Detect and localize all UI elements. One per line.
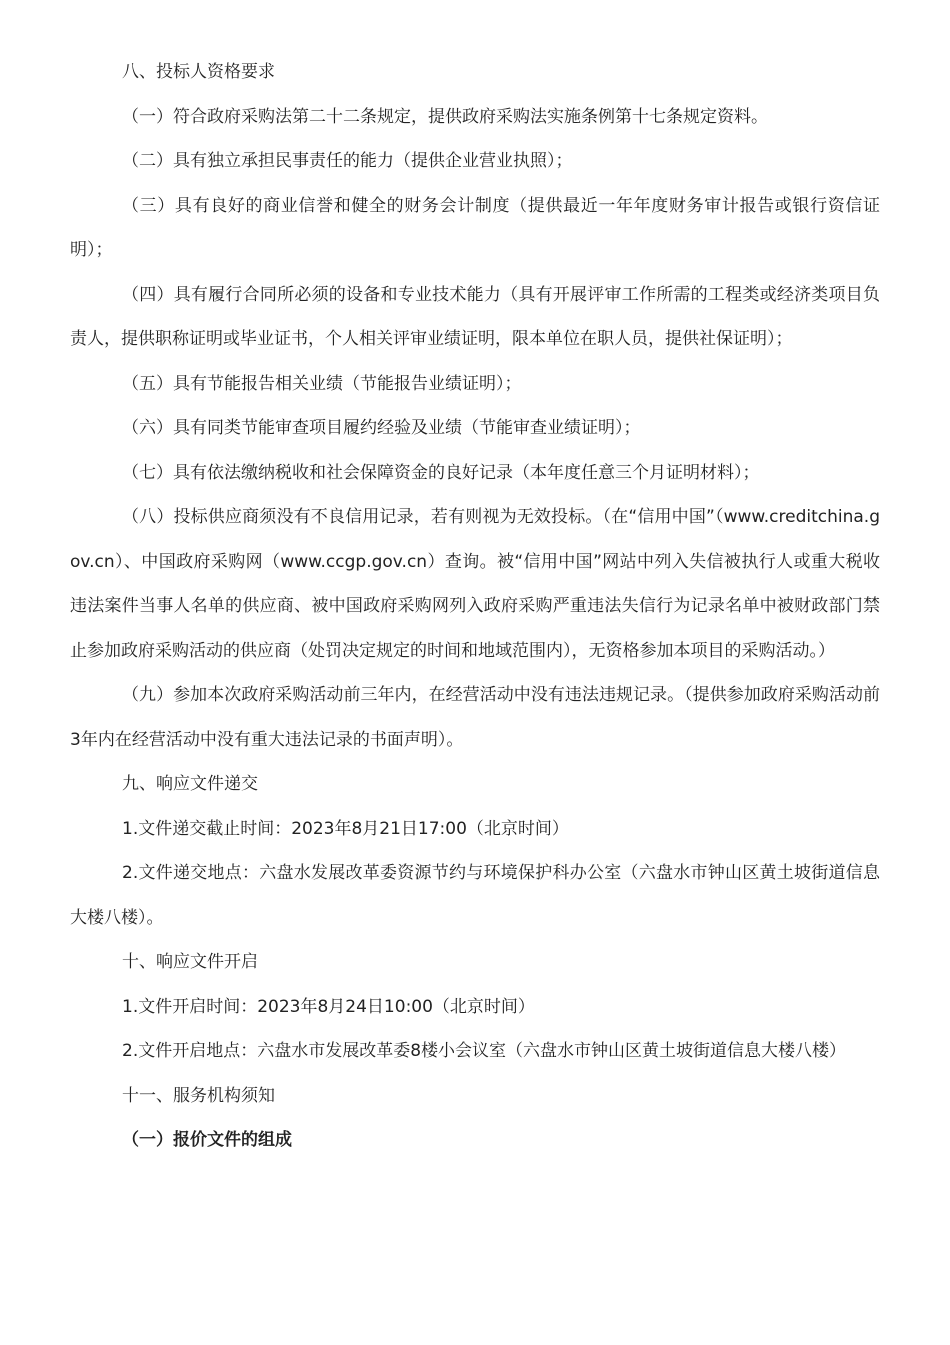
submission-location: 2.文件递交地点：六盘水发展改革委资源节约与环境保护科办公室（六盘水市钟山区黄土坡街道信息大楼八楼）。 — [70, 863, 880, 928]
opening-location: 2.文件开启地点：六盘水市发展改革委8楼小会议室（六盘水市钟山区黄土坡街道信息大楼八楼） — [122, 1041, 847, 1061]
qualification-item-2: （二）具有独立承担民事责任的能力（提供企业营业执照）； — [122, 151, 573, 171]
qualification-item-9: （九）参加本次政府采购活动前三年内，在经营活动中没有违法违规记录。（提供参加政府采购活动前3年内在经营活动中没有重大违法记录的书面声明）。 — [70, 685, 880, 750]
opening-time: 1.文件开启时间：2023年8月24日10:00（北京时间） — [122, 996, 535, 1017]
qualification-item-6: （六）具有同类节能审查项目履约经验及业绩（节能审查业绩证明）； — [122, 418, 641, 438]
section-11-subheading: （一）报价文件的组成 — [122, 1130, 292, 1150]
submission-deadline: 1.文件递交截止时间：2023年8月21日17:00（北京时间） — [122, 818, 569, 839]
section-9-heading: 九、响应文件递交 — [122, 774, 258, 794]
qualification-item-8: （八）投标供应商须没有不良信用记录，若有则视为无效投标。（在“信用中国”（www.creditchina.gov.cn）、中国政府采购网（www.ccgp.gov.cn）查询。被“信用中国”网站中列入失信被执行人或重大税收违法案件当事人名单的供应商、被中国政府采购网列入政府采购严重违法失信行为记录名单中被财政部门禁止参加政府采购活动的供应商（处罚决定规定的时间和地域范围内），无资格参加本项目的采购活动。） — [70, 507, 880, 661]
qualification-item-3: （三）具有良好的商业信誉和健全的财务会计制度（提供最近一年年度财务审计报告或银行资信证明）； — [70, 195, 880, 260]
section-11-heading: 十一、服务机构须知 — [122, 1085, 275, 1106]
qualification-item-4: （四）具有履行合同所必须的设备和专业技术能力（具有开展评审工作所需的工程类或经济类项目负责人，提供职称证明或毕业证书，个人相关评审业绩证明，限本单位在职人员，提供社保证明）； — [70, 284, 880, 349]
section-8-heading: 八、投标人资格要求 — [122, 62, 275, 82]
document-page — [70, 50, 880, 1163]
qualification-item-1: （一）符合政府采购法第二十二条规定，提供政府采购法实施条例第十七条规定资料。 — [122, 106, 768, 127]
qualification-item-5: （五）具有节能报告相关业绩（节能报告业绩证明）； — [122, 373, 522, 394]
qualification-item-7: （七）具有依法缴纳税收和社会保障资金的良好记录（本年度任意三个月证明材料）； — [122, 462, 760, 483]
section-10-heading: 十、响应文件开启 — [122, 952, 258, 972]
